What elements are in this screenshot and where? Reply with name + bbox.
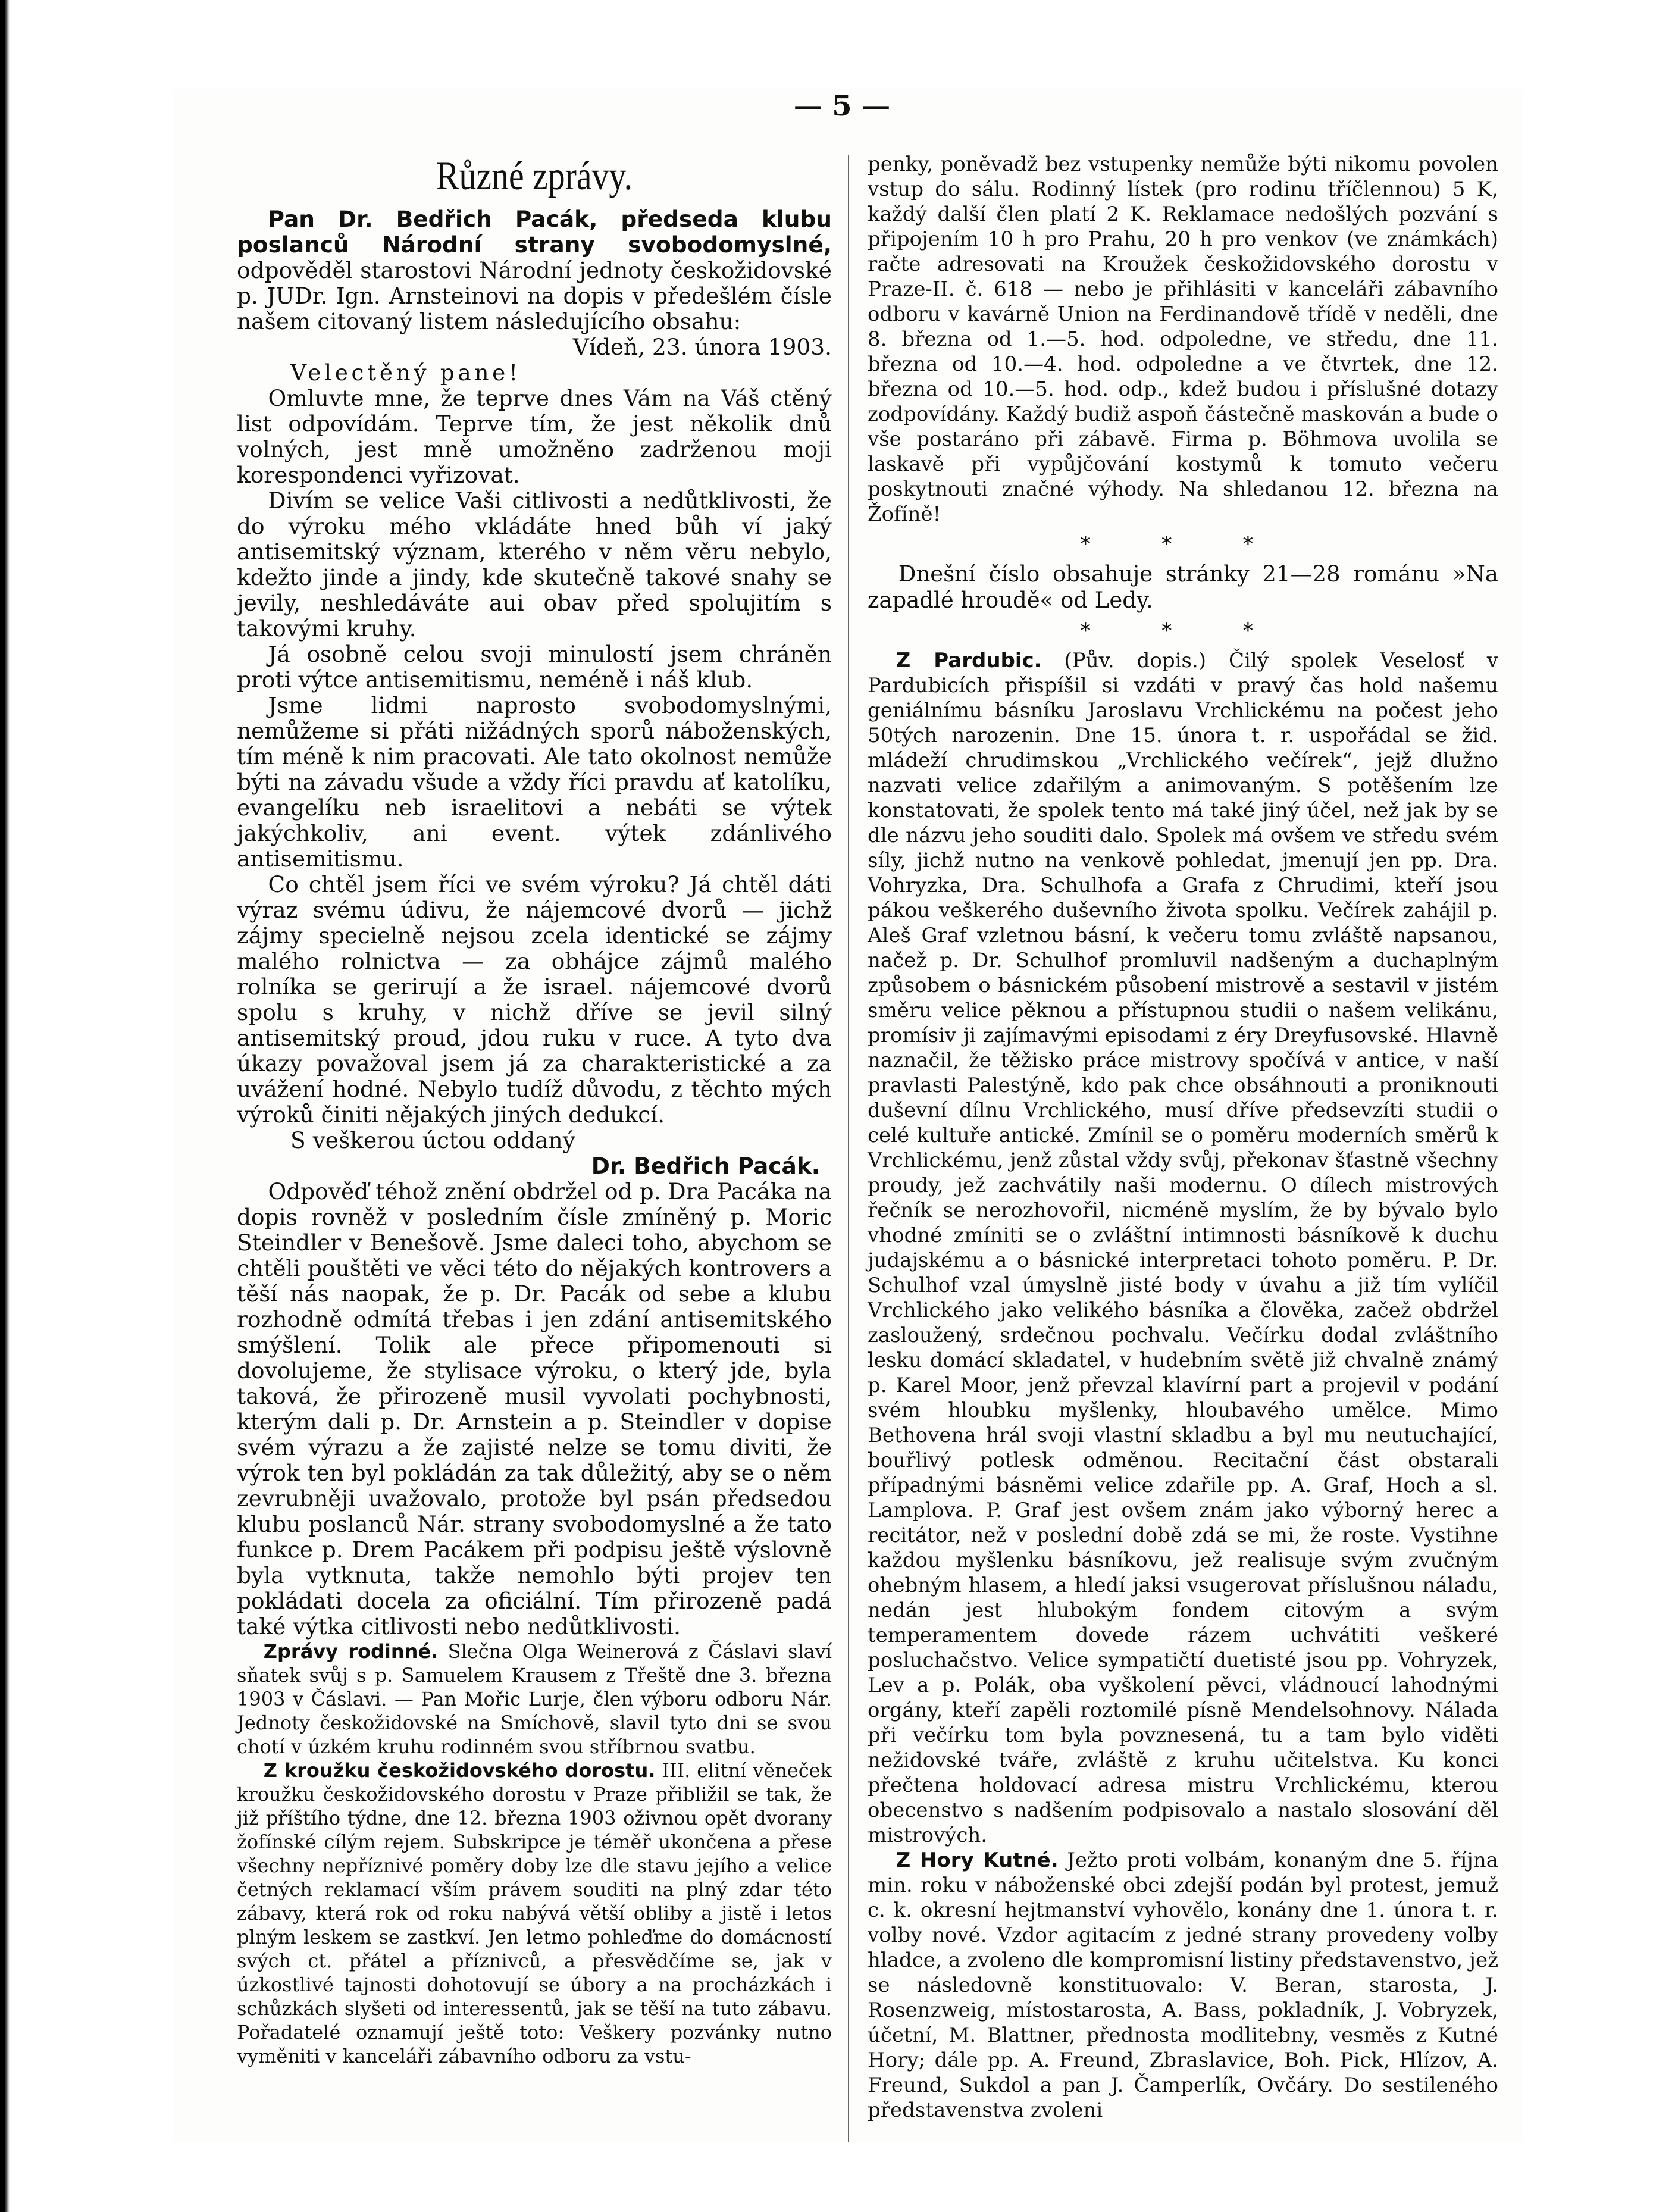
section-separator-stars: * * *	[1080, 619, 1286, 643]
book-spine-edge	[0, 0, 10, 2212]
article-family-news-text: Slečna Olga Weinerová z Čáslavi slaví sňatek svůj s p. Samuelem Krausem z Třeště dne 3. března 1903 v Čáslavi. — Pan Mořic Lurje, člen výboru odboru Nár. Jednoty českožidovské na Smíchově, slavil tyto dni se svou chotí v úzkém kruhu rodinném svou stříbrnou svatbu.	[237, 1640, 832, 1758]
article-youth-circle	[237, 1759, 832, 2068]
article-pacak-lead: Pan Dr. Bedřich Pacák, předseda klubu poslanců Národní strany svobodomyslné,	[237, 206, 832, 258]
article-kutna-hora-text: Ježto proti volbám, konaným dne 5. října min. roku v náboženské obci zdejší podán byl protest, jemuž c. k. okresní hejtmanství vyhovělo, konány dne 1. února t. r. volby nové. Vzdor agitacím z jedné strany provedeny volby hladce, a zvoleno dle kompromisní listiny představenstvo, jež se následovně konstituovalo: V. Beran, starosta, J. Rosenzweig, místostarosta, A. Bass, pokladník, J. Vobryzek, účetní, M. Blattner, přednosta modlitebny, vesměs z Kutné Hory; dále pp. A. Freund, Zbraslavice, Boh. Pick, Hlízov, A. Freund, Sukdol a pan J. Čamperlík, Ovčáry. Do sestileného představenstva zvoleni	[868, 1848, 1498, 2122]
article-youth-circle-text: III. elitní věneček kroužku českožidovského dorostu v Praze přibližil se tak, že již příštího týdne, dne 12. března 1903 oživnou opět dvorany žofínské cílým rejem. Subskripce je téměř ukončena a přese všechny nepříznivé poměry doby lze dle stavu jejího a velice četných reklamací vším právem souditi na plný zdar této zábavy, která rok od roku nabývá větší obliby a jistě i letos plným leskem se zastkví. Jen letmo pohleďme do domácností svých ct. přátel a příznivců, a přesvědčíme se, jak v úzkostlivé tajnosti dohotovují se úbory a na procházkách i schůzkách slyšeti od interessentů, jak se těší na tuto zábavu. Pořadatelé oznamují ještě toto: Veškery pozvánky nutno vyměniti v kanceláři zábavního odboru za vstu-	[237, 1759, 832, 2067]
letter-paragraph: Já osobně celou svoji minulostí jsem chráněn proti výtce antisemitismu, neméně i náš klub.	[237, 641, 832, 693]
article-family-news-lead: Zprávy rodinné.	[263, 1640, 439, 1663]
article-pardubice-lead: Z Pardubic.	[896, 649, 1042, 672]
article-kutna-hora-lead: Z Hory Kutné.	[896, 1848, 1059, 1872]
letter-paragraph: Co chtěl jsem říci ve svém výroku? Já chtěl dáti výraz svému údivu, že nájemcové dvorů — jichž zájmy specielně nejsou zcela identické se zájmy malého rolnictva — za obhájce zájmů malého rolníka se gerirují a že israel. nájemcové dvorů spolu s kruhy, v nichž dříve se jevil silný antisemitský proud, jdou ruku v ruce. A tyto dva úkazy považoval jsem já za charakteristické a za uvážení hodné. Nebylo tudíž důvodu, z těchto mých výroků činiti nějakých jiných dedukcí.	[237, 871, 832, 1128]
novel-notice: Dnešní číslo obsahuje stránky 21—28 románu »Na zapadlé hroudě« od Ledy.	[868, 561, 1498, 613]
article-youth-circle-lead: Z kroužku českožidovského dorostu.	[263, 1759, 656, 1782]
article-pardubice	[868, 648, 1498, 1848]
right-column	[868, 152, 1498, 2123]
editorial-reply: Odpověď téhož znění obdržel od p. Dra Pacáka na dopis rovněž v posledním čísle zmíněný p. Moric Steindler v Benešově. Jsme daleci toho, abychom se chtěli pouštěti ve věci této do nějakých kontrovers a těší nás naopak, že p. Dr. Pacák od sebe a klubu rozhodně odmítá třebas i jen zdání antisemitského smýšlení. Tolik ale přece připomenouti si dovolujeme, že stylisace výroku, o který jde, byla taková, že přirozeně musil vyvolati pochybnosti, kterým dali p. Dr. Arnstein a p. Steindler v dopise svém výrazu a že zajisté nelze se tomu diviti, že výrok ten byl pokládán za tak důležitý, aby se o něm zevrubněji uvažovalo, protože byl psán předsedou klubu poslanců Nár. strany svobodomyslné a že tato funkce p. Drem Pacákem při podpisu ještě výslovně byla vytknuta, takže nemohlo býti projev ten pokládati docela za oficiální. Tím přirozeně padá také výtka citlivosti nebo nedůtklivosti.	[237, 1178, 832, 1640]
letter-signature: Dr. Bedřich Pacák.	[591, 1153, 820, 1179]
letter-paragraph: Divím se velice Vaši citlivosti a nedůtklivosti, že do výroku mého vkládáte hned bůh ví jaký antisemitský význam, kterého v něm věru nebylo, kdežto jinde a jindy, kde skutečně takové snahy se jevily, neshledáváte aui obav před spolujitím s takovými kruhy.	[237, 487, 832, 642]
section-heading: Různé zprávy.	[436, 153, 633, 198]
letter-paragraph: Omluvte mne, že teprve dnes Vám na Váš ctěný list odpovídám. Teprve tím, že jest několik dnů volných, jest mně umožněno zadrženou moji korespondenci vyřizovat.	[237, 385, 832, 488]
letter-paragraph: Jsme lidmi naprosto svobodomyslnými, nemůžeme si přáti nižádných sporů náboženských, tím méně k nim pracovati. Ale tato okolnost nemůže býti na závadu všude a vždy říci pravdu ať katolíku, evangelíku neb israelitovi a nebáti se výtek jakýchkoliv, ani event. výtek zdánlivého antisemitismu.	[237, 692, 832, 872]
page-number: — 5 —	[793, 89, 891, 123]
column-divider	[848, 155, 849, 2142]
section-separator-stars: * * *	[1080, 532, 1286, 556]
article-family-news	[237, 1640, 832, 1759]
left-column	[237, 152, 832, 2068]
letter-closing: S veškerou úctou oddaný	[290, 1127, 575, 1153]
letter-dateline: Vídeň, 23. února 1903.	[572, 334, 832, 360]
article-pardubice-text: (Pův. dopis.) Čilý spolek Veselosť v Pardubicích přispíšil si vzdáti v pravý čas hold našemu geniálnímu básníku Jaroslavu Vrchlickému na počest jeho 50tých narozenin. Dne 15. února t. r. uspořádal se žid. mládeží chrudimskou „Vrchlického večírek“, jejž dlužno nazvati velice zdařilým a animovaným. S potěšením lze konstatovati, že spolek tento má také jiný účel, než jak by se dle názvu jeho souditi dalo. Spolek má ovšem ve středu svém síly, jichž nutno na venkově pohledat, jmenují jen pp. Dra. Vohryzka, Dra. Schulhofa a Grafa z Chrudimi, kteří jsou pákou veškerého duševního života spolku. Večírek zahájil p. Aleš Graf vzletnou básní, k večeru tomu zvláště napsanou, načež p. Dr. Schulhof promluvil nadšeným a duchaplným způsobem o básnickém působení mistrově a sestavil v jistém směru velice pěknou a přístupnou studii o našem velikánu, promísiv ji zajímavými episodami z éry Dreyfusovské. Hlavně naznačil, že těžisko práce mistrovy spočívá v antice, v naší pravlasti Palestýně, kdo pak chce obsáhnouti a proniknouti duševní dílnu Vrchlického, musí dříve předsevzíti studii o celé kultuře antické. Zmínil se o poměru moderních směrů k Vrchlickému, jenž zůstal vždy svůj, překonav šťastně všechny proudy, jež zachvátily naši modernu. O dílech mistrových řečník se nerozhovořil, nicméně myslím, že by bývalo bylo vhodné zmíniti se o zvláštní intimnosti básníkově k duchu judajskému a o básnické interpretaci tohoto poměru. P. Dr. Schulhof vzal úmyslně jisté body v úvahu a již tím vylíčil Vrchlického jako velikého básníka a člověka, začež obdržel zasloužený, srdečnou pochvalu. Večírku dodal zvláštního lesku domácí skladatel, v hudebním světě již chvalně známý p. Karel Moor, jenž převzal klavírní part a projevil v podání svém hloubku myšlenky, hloubavého umělce. Mimo Bethovena hrál svoji vlastní skladbu a byl mu neutuchající, bouřlivý potlesk odměnou. Recitační část obstarali případnými básněmi velice zdařile pp. A. Graf, Hoch a sl. Lamplova. P. Graf jest ovšem znám jako výborný herec a recitátor, než v poslední době zdá se mi, že roste. Vystihne každou myšlenku básníkovu, jež realisuje svým zvučným ohebným hlasem, a hledí jaksi vsugerovat příslušnou náladu, nedán jest hlubokým fondem citovým a svým temperamentem dovede rázem uchvátiti veškeré posluchačstvo. Velice sympatičtí duetisté jsou pp. Vohryzek, Lev a p. Polák, oba vyškolení pěvci, vládnoucí lahodnými orgány, kteří zapěli roztomilé písně Mendelsohnovy. Nálada při večírku tom byla povznesená, tu a tam bylo viděti nežidovské tváře, zvláště z kruhu učitelstva. Ku konci přečtena holdovací adresa mistru Vrchlickému, kterou obecenstvo s nadšením podpisovalo a nastalo slosování děl mistrových.	[868, 649, 1499, 1847]
article-pacak-intro	[237, 207, 832, 334]
article-youth-circle-continuation: penky, poněvadž bez vstupenky nemůže býti nikomu povolen vstup do sálu. Rodinný lístek (pro rodinu tříčlennou) 5 K, každý další člen platí 2 K. Reklamace nedošlých pozvání s připojením 10 h pro Prahu, 20 h pro venkov (ve známkách) račte adresovati na Kroužek českožidovského dorostu v Praze-II. č. 618 — nebo je přihlásiti v kanceláři zábavního odboru v kavárně Union na Ferdinandově třídě v neděli, dne 8. března od 1.—5. hod. odpoledne, ve středu, dne 11. března od 10.—4. hod. odpoledne a ve čtvrtek, dne 12. března od 10.—5. hod. odp., kdež budou i příslušné dotazy zodpovídány. Každý budiž aspoň částečně maskován a bude o vše postaráno při zábavě. Firma p. Böhmova uvolila se laskavě při vypůjčování kostymů k tomuto večeru poskytnouti značné výhody. Na shledanou 12. března na Žofíně!	[868, 152, 1498, 526]
letter-greeting: Velectěný pane!	[290, 359, 521, 386]
article-pacak-intro-text: odpověděl starostovi Národní jednoty českožidovské p. JUDr. Ign. Arnsteinovi na dopis v předešlém čísle našem citovaný listem následujícího obsahu:	[237, 257, 832, 334]
article-kutna-hora	[868, 1848, 1498, 2123]
